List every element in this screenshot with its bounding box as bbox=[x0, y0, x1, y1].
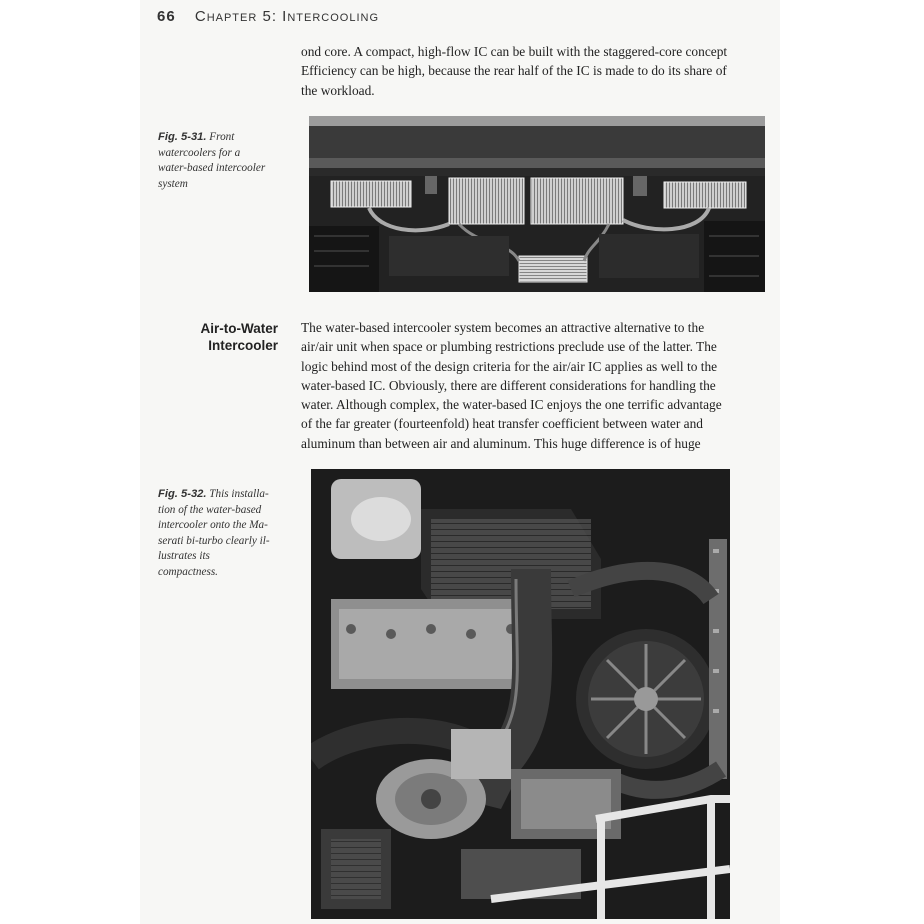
text-line: The water-based intercooler system becomes an attractive alternative to the bbox=[301, 320, 705, 335]
caption-line: Front bbox=[209, 131, 235, 143]
heading-line: Intercooler bbox=[208, 338, 278, 353]
text-line: Efficiency can be high, because the rear half of the IC is made to do its share of bbox=[301, 63, 727, 79]
figure-5-31-photo bbox=[309, 116, 765, 292]
caption-line: watercoolers for a bbox=[158, 146, 241, 159]
page-number: 66 bbox=[157, 8, 176, 25]
text-line: water. Although complex, the water-based IC enjoys the one terrific advantage bbox=[301, 397, 722, 413]
caption-line: water-based intercooler bbox=[158, 162, 266, 175]
caption-line: lustrates its bbox=[158, 550, 210, 563]
text-line: the workload. bbox=[301, 82, 375, 98]
figure-5-31-caption bbox=[158, 130, 288, 192]
caption-line: intercooler onto the Ma- bbox=[158, 519, 268, 532]
intro-paragraph bbox=[301, 42, 771, 100]
chapter-title: Chapter 5: Intercooling bbox=[194, 8, 379, 25]
text-line: water-based IC. Obviously, there are different considerations for handling the bbox=[301, 377, 716, 393]
section-heading bbox=[158, 320, 278, 354]
text-line: logic behind most of the design criteria for the air/air IC applies as well to the bbox=[301, 358, 718, 374]
caption-line: serati bi-turbo clearly il- bbox=[158, 534, 270, 547]
text-line: ond core. A compact, high-flow IC can be built with the staggered-core concept bbox=[301, 44, 728, 59]
heading-line: Air-to-Water bbox=[200, 321, 278, 336]
figure-label: Fig. 5-32. bbox=[158, 488, 207, 500]
text-line: air/air unit when space or plumbing restrictions preclude use of the latter. The bbox=[301, 339, 717, 355]
text-line: aluminum than between air and aluminum. This huge difference is of huge bbox=[301, 435, 701, 451]
section-paragraph bbox=[301, 318, 765, 453]
figure-5-32-photo bbox=[311, 469, 730, 919]
caption-line: system bbox=[158, 177, 188, 190]
figure-5-32-caption bbox=[158, 487, 288, 581]
caption-line: tion of the water-based bbox=[158, 503, 262, 516]
caption-line: compactness. bbox=[158, 565, 218, 578]
figure-label: Fig. 5-31. bbox=[158, 131, 207, 143]
text-line: of the far greater (fourteenfold) heat transfer coefficient between water and bbox=[301, 416, 703, 432]
caption-line: This installa- bbox=[209, 488, 269, 500]
running-head bbox=[157, 8, 379, 25]
